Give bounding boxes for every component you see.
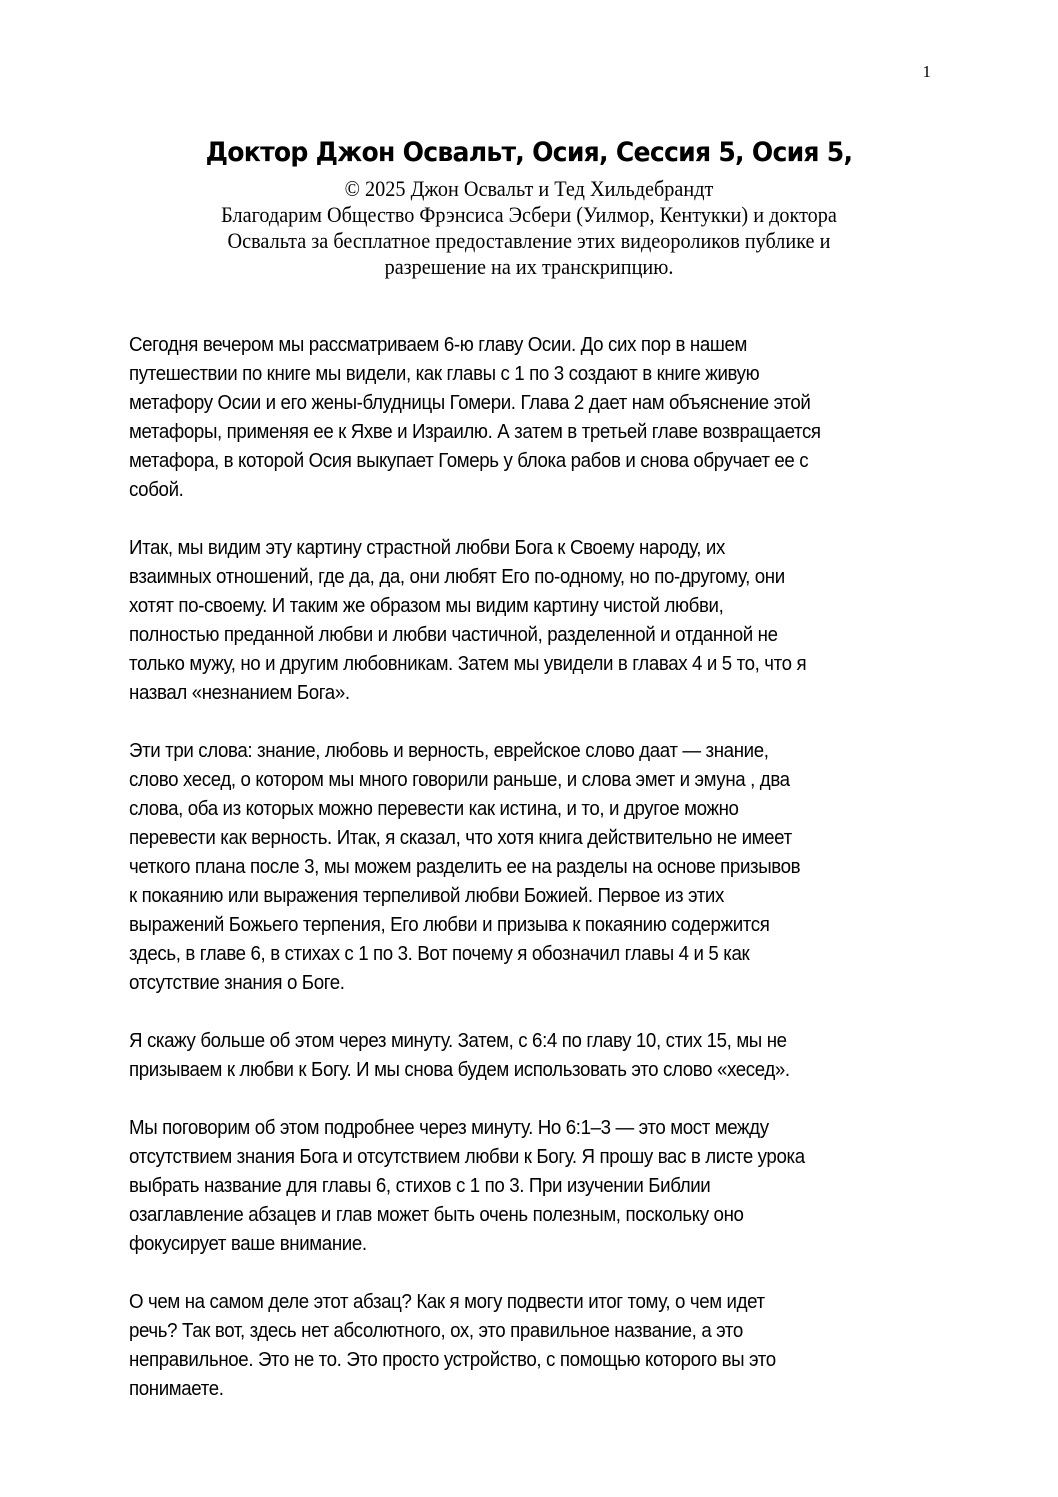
- acknowledgement-line: Освальта за бесплатное предоставление этих видеороликов публике и: [227, 228, 831, 253]
- text-line: метафора, в которой Осия выкупает Гомерь у блока рабов и снова обручает ее с: [129, 450, 809, 472]
- text-line: Мы поговорим об этом подробнее через минуту. Но 6:1–3 — это мост между: [129, 1117, 769, 1139]
- paragraph: [129, 534, 949, 708]
- text-line: четкого плана после 3, мы можем разделить ее на разделы на основе призывов: [129, 856, 801, 878]
- text-line: хотят по-своему. И таким же образом мы видим картину чистой любви,: [129, 595, 724, 617]
- document-body: [129, 331, 949, 1404]
- text-line: только мужу, но и другим любовникам. Затем мы увидели в главах 4 и 5 то, что я: [129, 653, 807, 675]
- text-line: Я скажу больше об этом через минуту. Затем, с 6:4 по главу 10, стих 15, мы не: [129, 1030, 787, 1052]
- text-line: выражений Божьего терпения, Его любви и призыва к покаянию содержится: [129, 914, 770, 936]
- acknowledgement-line: Благодарим Общество Фрэнсиса Эсбери (Уилмор, Кентукки) и доктора: [221, 202, 837, 227]
- document-title: Доктор Джон Освальт, Осия, Сессия 5, Осия 5,: [205, 137, 853, 168]
- text-line: понимаете.: [129, 1378, 224, 1400]
- text-line: Сегодня вечером мы рассматриваем 6-ю главу Осии. До сих пор в нашем: [129, 334, 748, 356]
- paragraph-spacer: [129, 708, 949, 737]
- text-line: полностью преданной любви и любви частичной, разделенной и отданной не: [129, 624, 778, 646]
- text-line: озаглавление абзацев и глав может быть очень полезным, поскольку оно: [129, 1204, 744, 1226]
- text-line: к покаянию или выражения терпеливой любви Божией. Первое из этих: [129, 885, 724, 907]
- paragraph-spacer: [129, 505, 949, 534]
- text-line: назвал «незнанием Бога».: [129, 682, 350, 704]
- paragraph: [129, 1114, 949, 1259]
- text-line: Итак, мы видим эту картину страстной любви Бога к Своему народу, их: [129, 537, 725, 559]
- document-header: [0, 130, 1058, 280]
- text-line: призываем к любви к Богу. И мы снова будем использовать это слово «хесед».: [129, 1059, 790, 1081]
- text-line: метафоры, применяя ее к Яхве и Израилю. А затем в третьей главе возвращается: [129, 421, 821, 443]
- text-line: О чем на самом деле этот абзац? Как я могу подвести итог тому, о чем идет: [129, 1291, 765, 1313]
- text-line: перевести как верность. Итак, я сказал, что хотя книга действительно не имеет: [129, 827, 792, 849]
- text-line: слово хесед, о котором мы много говорили раньше, и слова эмет и эмуна , два: [129, 769, 790, 791]
- text-line: путешествии по книге мы видели, как главы с 1 по 3 создают в книге живую: [129, 363, 760, 385]
- text-line: отсутствие знания о Боге.: [129, 972, 345, 994]
- page-number: 1: [922, 62, 931, 81]
- text-line: собой.: [129, 479, 184, 501]
- text-line: речь? Так вот, здесь нет абсолютного, ох, это правильное название, а это: [129, 1320, 743, 1342]
- paragraph: [129, 737, 949, 998]
- paragraph: [129, 331, 949, 505]
- paragraph: [129, 1027, 949, 1085]
- copyright-line: © 2025 Джон Освальт и Тед Хильдебрандт: [344, 176, 714, 201]
- text-line: здесь, в главе 6, в стихах с 1 по 3. Вот почему я обозначил главы 4 и 5 как: [129, 943, 750, 965]
- paragraph-spacer: [129, 1085, 949, 1114]
- text-line: метафору Осии и его жены-блудницы Гомери. Глава 2 дает нам объяснение этой: [129, 392, 811, 414]
- text-line: взаимных отношений, где да, да, они любят Его по-одному, но по-другому, они: [129, 566, 785, 588]
- text-line: слова, оба из которых можно перевести как истина, и то, и другое можно: [129, 798, 739, 820]
- text-line: неправильное. Это не то. Это просто устройство, с помощью которого вы это: [129, 1349, 776, 1371]
- text-line: выбрать название для главы 6, стихов с 1 по 3. При изучении Библии: [129, 1175, 711, 1197]
- paragraph-spacer: [129, 1259, 949, 1288]
- text-line: Эти три слова: знание, любовь и верность, еврейское слово даат — знание,: [129, 740, 769, 762]
- paragraph: [129, 1288, 949, 1404]
- paragraph-spacer: [129, 998, 949, 1027]
- text-line: отсутствием знания Бога и отсутствием любви к Богу. Я прошу вас в листе урока: [129, 1146, 805, 1168]
- acknowledgement-line: разрешение на их транскрипцию.: [384, 254, 674, 279]
- text-line: фокусирует ваше внимание.: [129, 1233, 367, 1255]
